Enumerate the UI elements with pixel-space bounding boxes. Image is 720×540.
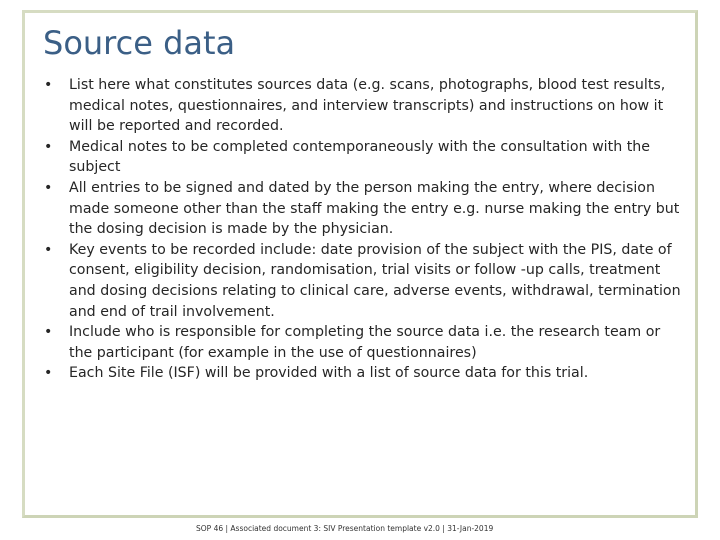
bullet-text: Medical notes to be completed contemporaneously with the consultation with the subject	[69, 138, 650, 176]
bullet-item	[44, 240, 684, 322]
bullet-marker: •	[44, 365, 53, 382]
slide-footer: SOP 46 | Associated document 3: SIV Presentation template v2.0 | 31-Jan-2019	[196, 524, 494, 533]
bullet-marker: •	[44, 138, 53, 155]
bullet-item	[44, 363, 684, 384]
bullet-marker: •	[44, 77, 53, 93]
bullet-text: Include who is responsible for completing the source data i.e. the research team or the participant (for example in the use of questionnaires)	[69, 324, 661, 361]
bullet-item	[44, 137, 684, 178]
bullet-text: Each Site File (ISF) will be provided with a list of source data for this trial.	[69, 365, 589, 382]
bullet-marker: •	[44, 179, 53, 196]
bullet-text: List here what constitutes sources data (e.g. scans, photographs, blood test results, medical notes, questionnaires, and interview transcripts) and instructions on how it will be reported and recorded.	[69, 77, 666, 135]
bullet-marker: •	[44, 324, 53, 341]
bullet-text: All entries to be signed and dated by the person making the entry, where decision made someone other than the staff making the entry e.g. nurse making the entry but the dosing decision is made by the physician.	[69, 179, 680, 238]
bullet-text: Key events to be recorded include: date provision of the subject with the PIS, date of consent, eligibility decision, randomisation, trial visits or follow -up calls, treatment and dosing decisions relating to clinical care, adverse events, withdrawal, termination and end of trail involvement.	[69, 241, 681, 320]
bullet-item	[44, 178, 684, 240]
slide-title: Source data	[43, 24, 236, 62]
bullet-item	[44, 322, 684, 363]
bullet-item	[44, 75, 684, 137]
bullet-marker: •	[44, 241, 53, 258]
bullet-list	[44, 75, 684, 384]
